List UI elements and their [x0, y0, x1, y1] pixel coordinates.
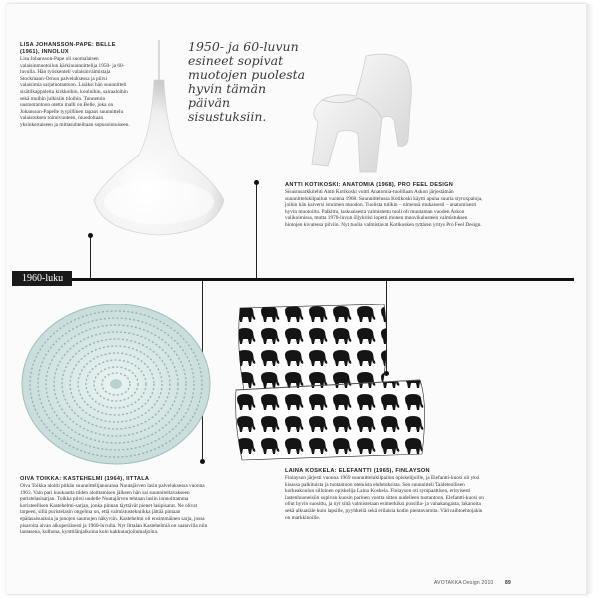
timeline-year-label: 1960-luku — [12, 271, 72, 286]
pull-quote: 1950- ja 60-luvun esineet sopivat muotojen puolesta hyvin tämän päivän sisustuksiin. — [188, 39, 306, 124]
article-belle — [20, 42, 130, 129]
timeline-dot — [88, 233, 93, 238]
article-heading: ANTTI KOTIKOSKI: ANATOMIA (1968), PRO FEEL DESIGN — [285, 182, 454, 188]
page-edge — [586, 4, 594, 594]
magazine-page — [6, 4, 586, 594]
article-heading: LAINA KOSKELA: ELEFANTTI (1965), FINLAYSON — [285, 468, 430, 474]
kastehelmi-plate-image — [20, 304, 216, 468]
article-body: Lisa Johansson-Pape oli suomalaisen valaisinmuotoilun kärkinuunnittelija 1950- ja 60-luvulla. Hän työskenteli valaisinvalmistaja Stockmann-Ornon palveluksessa ja piirsi valaisimia sarjatuotantoon. Lisäksi hän suunnitteli sisätilkappaleita kirkkoihin, kouluihin, sairaaloihin sekä muihin julkisiin tiloihin. Tunnetuin uustuotantoon otettu malli on Belle, joka on Johansson-Papelle tyypillinen tapaus suunnittelu valaistuksen toimivuuteen, muodoltaan yksinkertaiseen ja mittasuhteiltaan sopusointuiseen. — [20, 56, 130, 128]
timeline-dot — [254, 180, 259, 185]
page-footer — [434, 580, 511, 586]
anatomia-chair-image — [278, 48, 428, 176]
article-anatomia — [285, 182, 485, 229]
elefantti-bedding-image — [234, 304, 430, 464]
article-body: Oiva Toikka aloitti pitkän suunnittelijanuransa Nuutajärven lasin palveluksessa vuonna 1963. Vain pari kuukautta tilden aloittamisen jälkeen hän sai suunniteltavakseen puristelasisarjan. Toikka piirsi uudelle Nuutajärven tehtaan lasiin ionnolttamma koristeellisen Kastehelmi-sarjan, jonka pinnan täyttävät pienet lasipisarat. Ne olivat tarpeen, sillä puristelasin ongelma on, että valmistustekniikka jättää pintaan epätasaisuuksia ja jonojen saumojen näkyviin. Kastehelmi oli ensimmäinen sarja, jossa pisaroita aivan alkuperäisesti ja 1960-luvulla. Nyt Iittalan Kastehelmiä on saatavilla niin lautasena, kulhona, kynttilänjalkoina kuin kakkutarjoilumaljoina. — [20, 483, 208, 536]
article-kastehelmi — [20, 476, 210, 536]
timeline-bar — [12, 278, 574, 281]
timeline-connector — [90, 236, 91, 278]
page-number: 89 — [505, 580, 511, 586]
article-body: Finlayson järjesti vuonna 1969 suunnittelukilpailun opiskelijoille, ja Elefantti-kuosi oli yksi kisassa palkituista ja tuotantoon otetuista ehdotuksista. Sen suunnitteli Taideteollisen korkeakoulun silloinen opiskelija Laina Koskela. Finlayson oti sympaattisen, erityisesti lastenhuoneisiin sopivan kuosin parinen vuotta sitten uudelleen tuotantoon. Elefantti-kuosi on ollut hyvin suosittu, ja nyt siitä valmistetaan esimerkiksi pussilla- ja vahakangasta, lakanoita sekä alkuasäle kuin lapsille, pyyhkeitä sekä erilaisia kodin pientavaroita. Värivaihtoehtojakin on markkinoille. — [285, 475, 484, 521]
article-body: Sisustusarkkitehti Antti Kotikoski voitti Anatomia-tuolillaan Askon järjestämän suunnittelukilpailun vuonna 1968. Suunnittelussa Kotikoski käytti apuna suuria styroxpaloja, joihin hän kaiversi istuimen muodon. Tuolista tulikin – nimensä mukaisesti – anatomisesti hyvin muotoiltu. Palkittu, laskuaisesta valmistettu tuoli oli muutaman vuoden Askon valikoimissa, mutta 1970-luvun öljykriisi lopetti monen muovikalusteen valmistuksen hintojen kivutessa pilviin. Nyt tuolia valmistavat Kotikosken tyttären yritys Pro Feel Design. — [285, 189, 483, 228]
article-heading: OIVA TOIKKA: KASTEHELMI (1964), IITTALA — [20, 476, 150, 482]
magazine-name: AVOTAKKA Design 2010 — [434, 580, 494, 586]
article-heading: LISA JOHANSSON-PAPE: BELLE (1961), INNOLUX — [20, 42, 116, 55]
article-elefantti — [285, 468, 485, 521]
timeline-connector — [256, 180, 257, 278]
